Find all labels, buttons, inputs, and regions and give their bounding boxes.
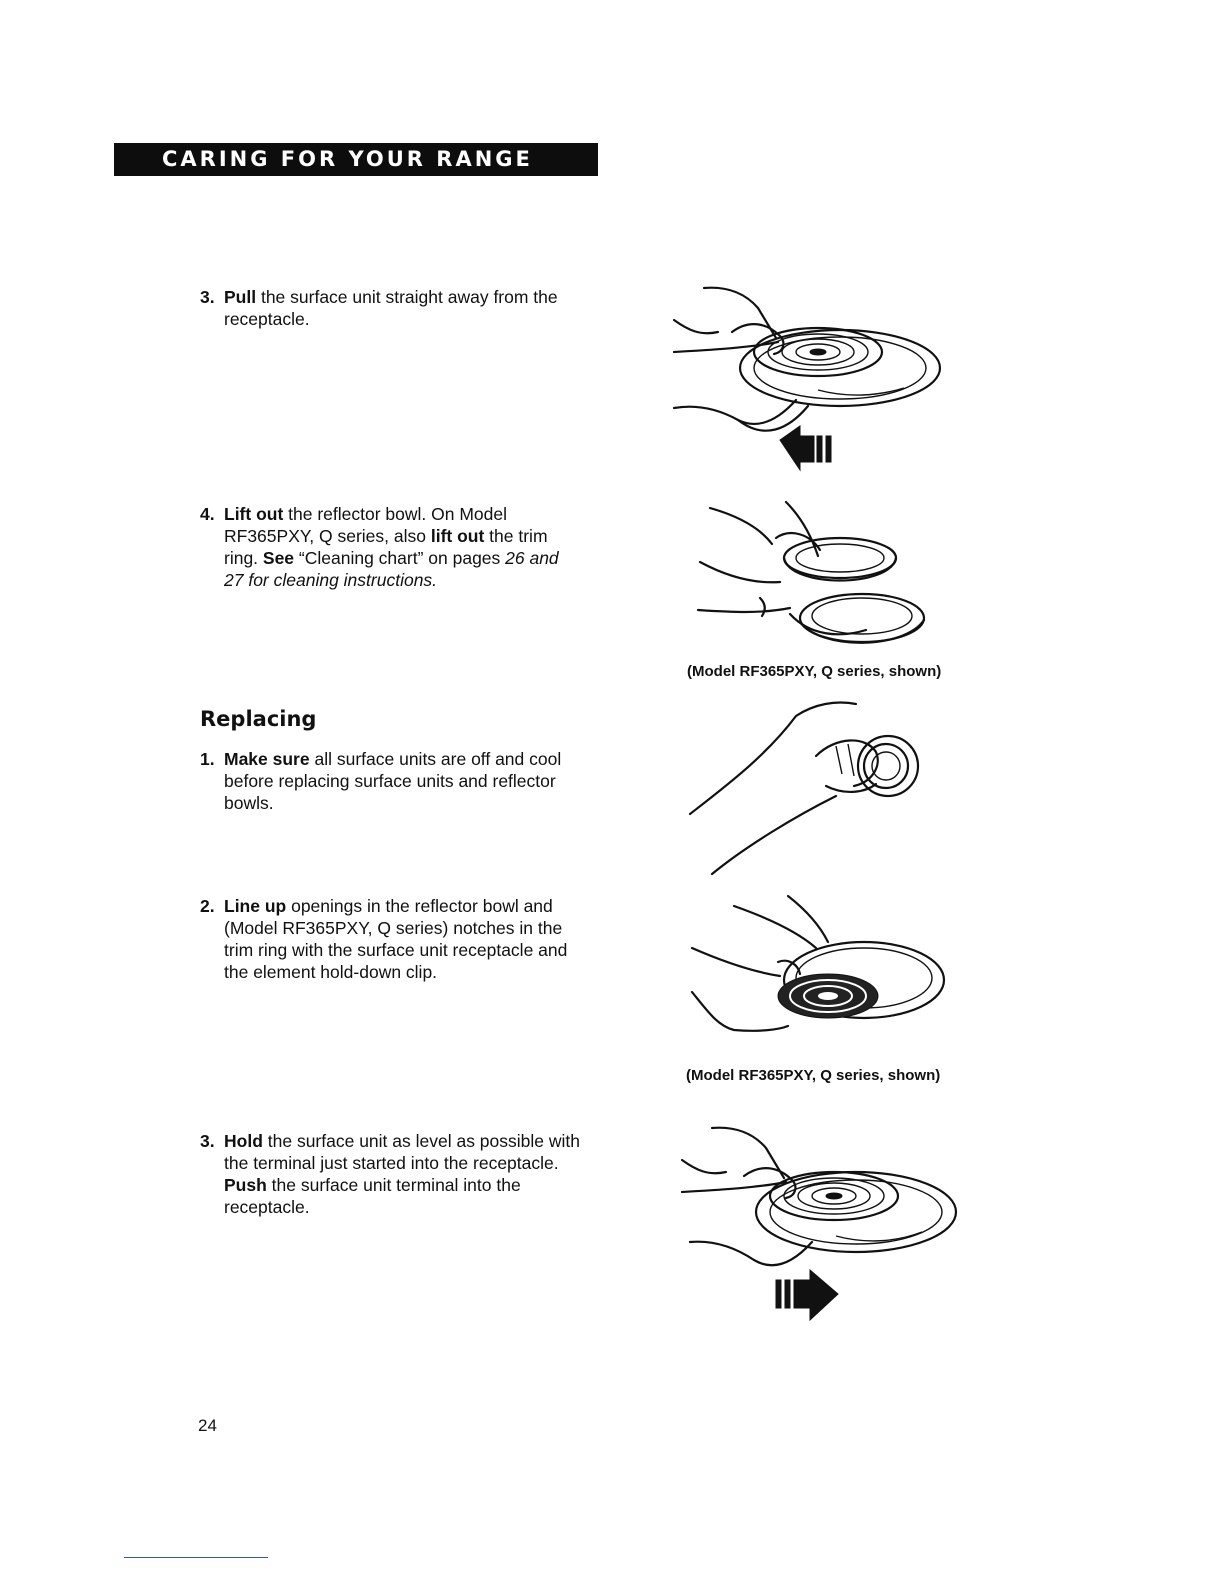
figure-caption: (Model RF365PXY, Q series, shown)	[686, 1067, 941, 1084]
page-number: 24	[198, 1416, 217, 1435]
step-hold-push-unit	[200, 1130, 595, 1218]
lift-out-bowl-illustration	[690, 498, 940, 658]
step-number: 2.	[200, 896, 215, 916]
pull-surface-unit-illustration	[668, 280, 958, 480]
step-number: 4.	[200, 504, 215, 524]
section-banner: CARING FOR YOUR RANGE	[114, 143, 598, 176]
control-knob-illustration	[686, 686, 926, 876]
step-number: 3.	[200, 287, 215, 307]
step-line-up-openings	[200, 895, 570, 983]
push-surface-unit-illustration	[676, 1120, 966, 1325]
step-pull-surface-unit	[200, 286, 580, 330]
figure-caption: (Model RF365PXY, Q series, shown)	[687, 663, 942, 680]
step-text: Line up openings in the reflector bowl and (Model RF365PXY, Q series) notches in the trim ring with the surface unit receptacle and the element hold-down clip.	[224, 896, 568, 982]
footer-divider	[124, 1557, 268, 1558]
step-text: Lift out the reflector bowl. On Model RF365PXY, Q series, also lift out the trim ring. See “Cleaning chart” on pages 26 and 27 for cleaning instructions.	[224, 504, 559, 590]
step-text: Hold the surface unit as level as possible with the terminal just started into the receptacle. Push the surface unit terminal into the receptacle.	[224, 1131, 581, 1217]
replacing-heading: Replacing	[200, 707, 317, 731]
step-lift-out-bowl	[200, 503, 580, 591]
step-number: 1.	[200, 749, 215, 769]
step-number: 3.	[200, 1131, 215, 1151]
step-text: Make sure all surface units are off and cool before replacing surface units and reflector bowls.	[224, 749, 562, 813]
step-make-sure-off	[200, 748, 570, 814]
step-text: Pull the surface unit straight away from the receptacle.	[224, 287, 558, 329]
line-up-bowl-illustration	[688, 892, 950, 1042]
